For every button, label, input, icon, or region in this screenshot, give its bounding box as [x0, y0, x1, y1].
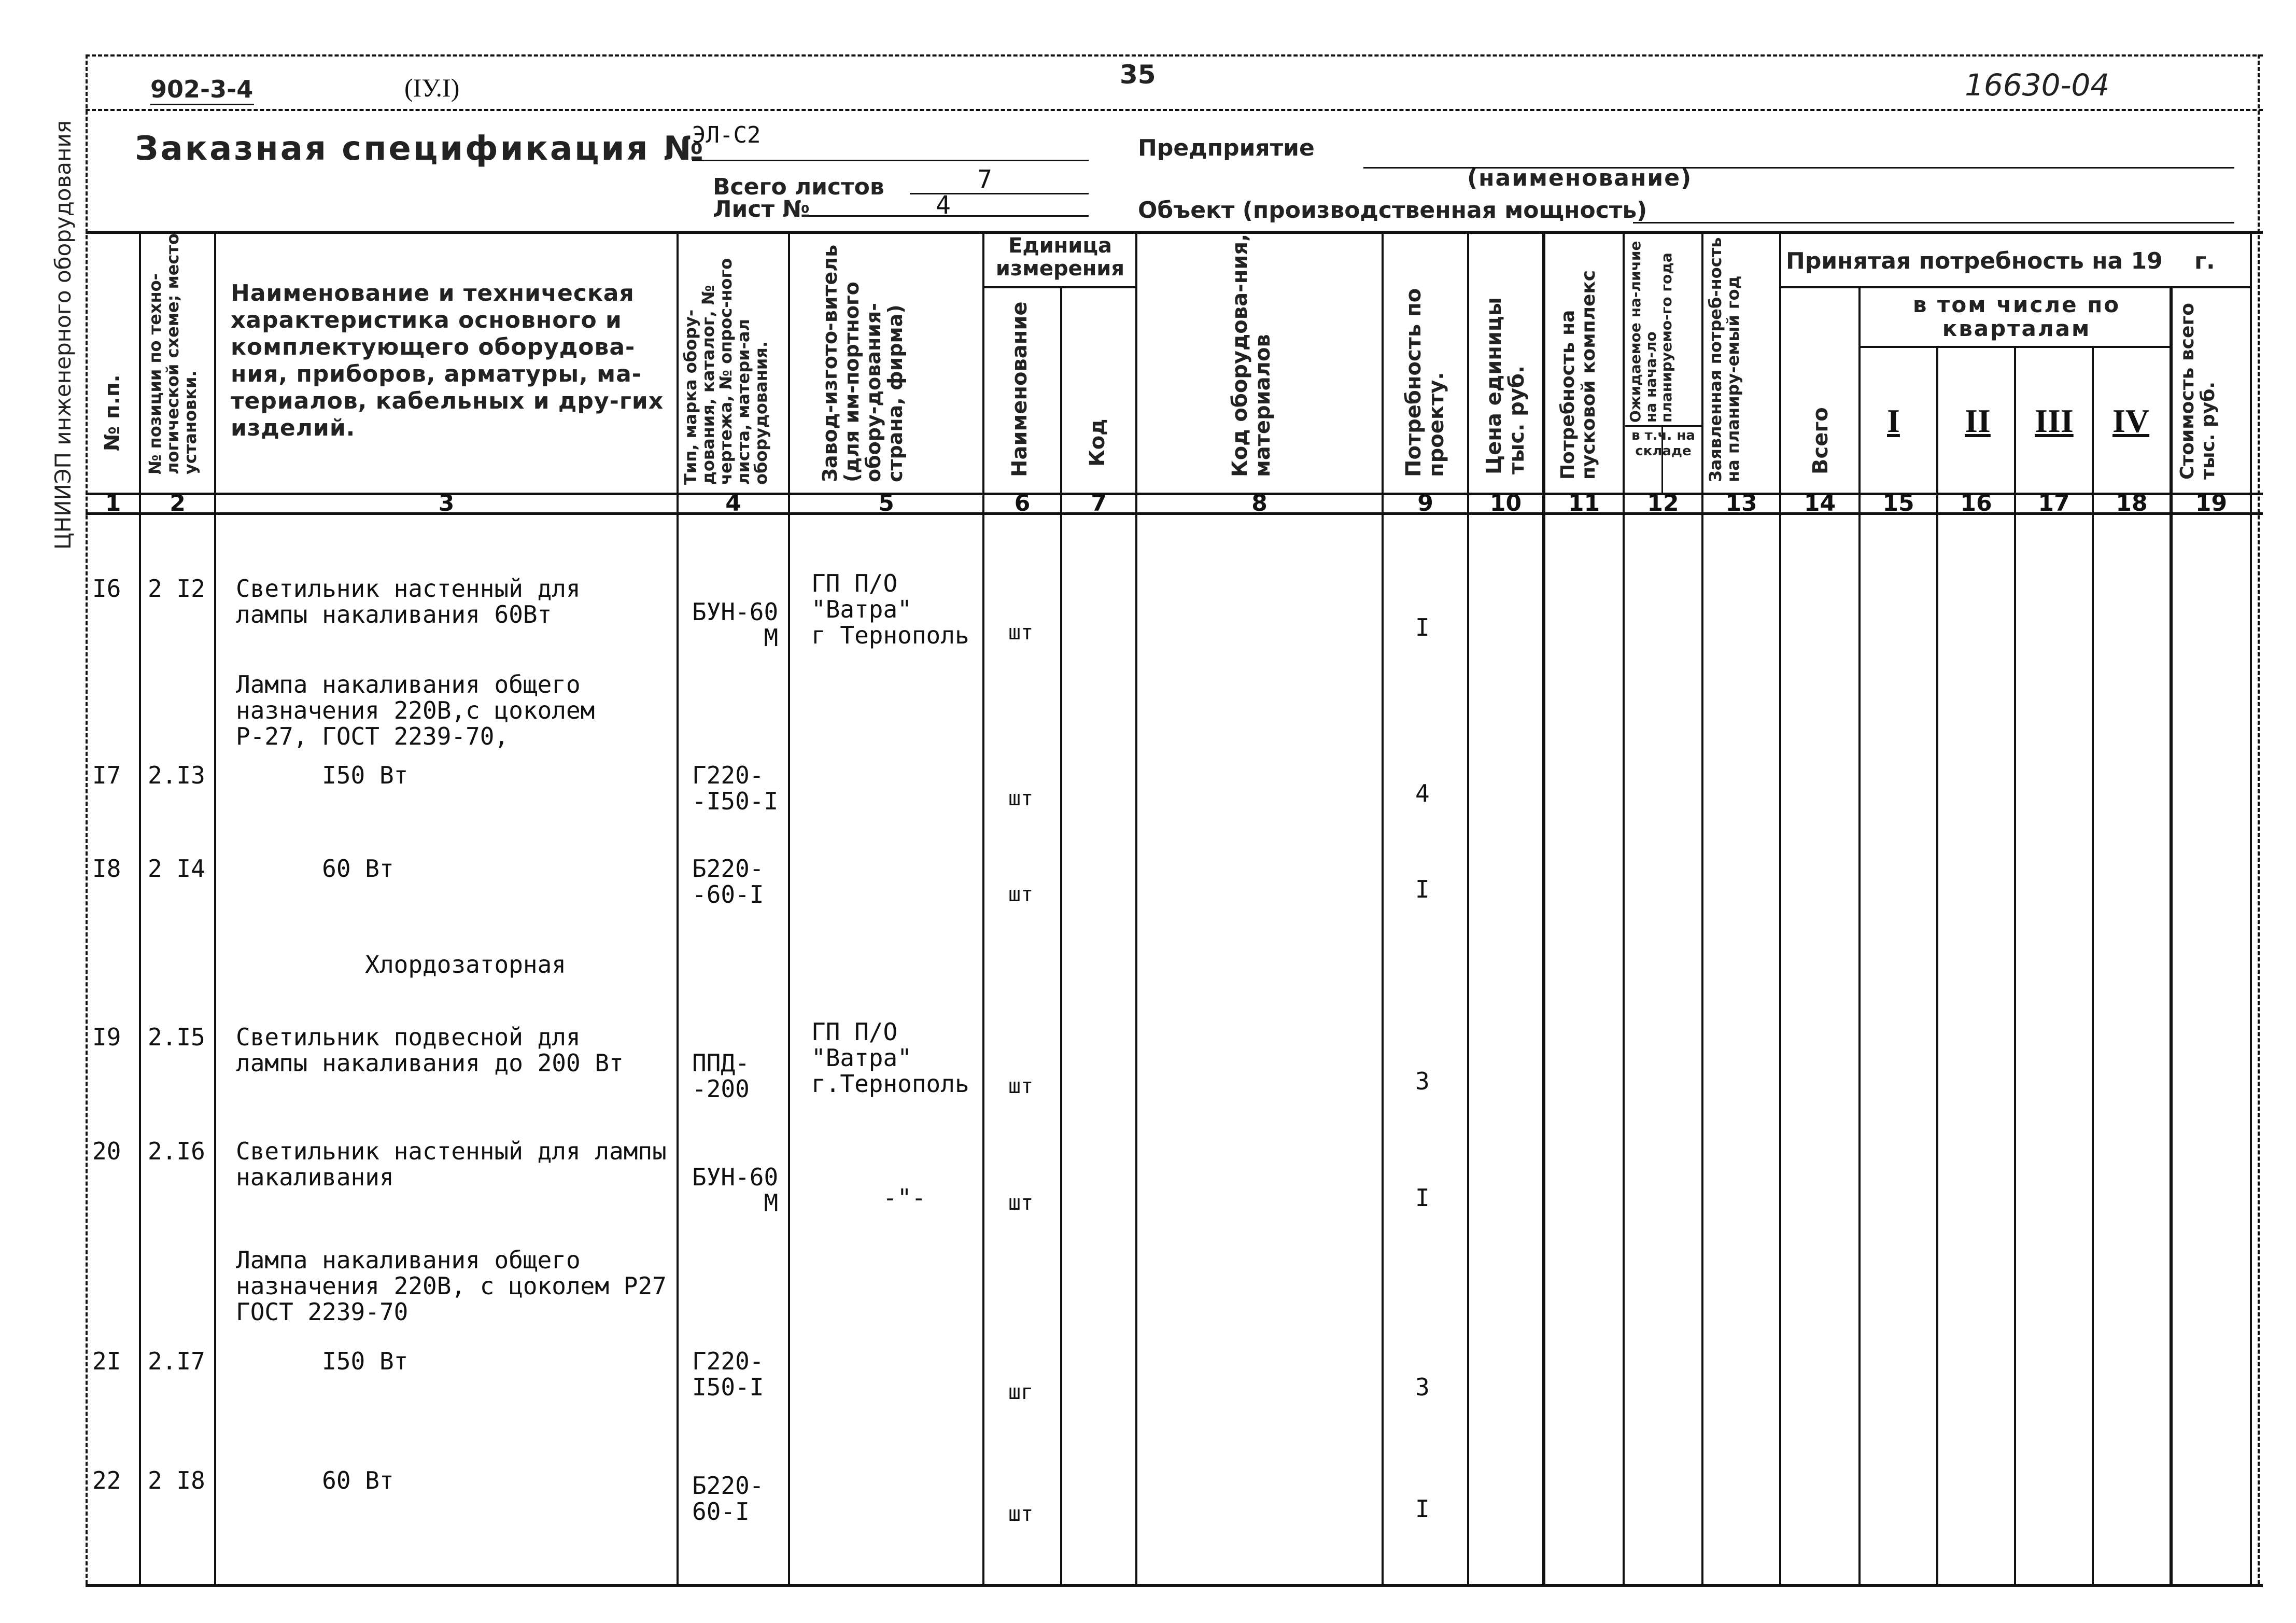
row-number: I9: [92, 1023, 121, 1051]
row-unit: шт: [1008, 883, 1034, 906]
col-2-header: № позиции по техно-логической схеме; место установки.: [145, 233, 200, 474]
row-type: Г220- I50-I: [692, 1347, 764, 1401]
row-position: 2 I4: [148, 855, 205, 883]
col-number: 17: [2038, 490, 2070, 516]
row-position: 2 I2: [148, 575, 205, 603]
col-number: 1: [105, 490, 121, 516]
row-name: Светильник настенный для лампы накаливания 60Вт: [236, 575, 581, 628]
row-name: Светильник подвесной для лампы накаливания до 200 Вт: [236, 1023, 624, 1077]
row-name: Лампа накаливания общего назначения 220В, с цоколем Р27 ГОСТ 2239-70: [236, 1246, 667, 1326]
col-8-header: Код оборудова-ния, материалов: [1228, 233, 1275, 477]
row-unit: шт: [1008, 1191, 1034, 1215]
row-position: 2.I5: [148, 1023, 205, 1051]
row-type: БУН-60 М: [692, 598, 779, 652]
row-number: 2I: [92, 1347, 121, 1375]
row-unit: шг: [1008, 1380, 1034, 1404]
row-number: I6: [92, 575, 121, 603]
col-number: 6: [1014, 490, 1031, 516]
accepted-group-header: Принятая потребность на 19 г.: [1786, 248, 2215, 274]
col-14-header: Всего: [1809, 407, 1833, 474]
row-type: Б220- 60-I: [692, 1472, 764, 1526]
col-number: 14: [1804, 490, 1836, 516]
row-type: ППД- -200: [692, 1049, 750, 1103]
col-12-subheader: в т.ч. на складе: [1631, 428, 1695, 459]
col-5-header: Завод-изгото-витель (для им-портного обору-дования-страна, фирма): [819, 244, 907, 482]
col-number: 7: [1091, 490, 1107, 516]
col-number: 15: [1882, 490, 1914, 516]
col-11-header: Потребность на пусковой комплекс: [1557, 270, 1599, 480]
row-position: 2 I8: [148, 1466, 205, 1494]
row-qty: I: [1415, 875, 1430, 903]
row-maker: -"-: [840, 1184, 926, 1212]
object-label: Объект (производственная мощность): [1138, 197, 1647, 223]
col-3-header: Наименование и техническая характеристика основного и комплектующего оборудова-ния, приборов, арматуры, ма-териалов, кабельных и дру-гих изделий.: [231, 280, 664, 441]
row-qty: 4: [1415, 779, 1430, 807]
col-number: 3: [438, 490, 455, 516]
row-position: 2.I7: [148, 1347, 205, 1375]
col-number: 8: [1251, 490, 1267, 516]
col-number: 16: [1960, 490, 1992, 516]
total-sheets-label: Всего листов: [713, 174, 884, 200]
row-name: Лампа накаливания общего назначения 220В,с цоколем Р-27, ГОСТ 2239-70,: [236, 670, 595, 750]
unit-group-header: Единица измерения: [995, 234, 1125, 281]
q4-header: IV: [2112, 402, 2150, 439]
col-number: 18: [2116, 490, 2148, 516]
row-name: I50 Вт: [236, 1347, 409, 1375]
row-qty: I: [1415, 1184, 1430, 1212]
col-6-header: Наименование: [1008, 301, 1032, 477]
row-position: 2.I6: [148, 1137, 205, 1165]
enterprise-label: Предприятие: [1138, 135, 1315, 161]
total-sheets-value: 7: [977, 165, 992, 194]
col-7-header: Код: [1086, 418, 1109, 467]
row-qty: I: [1415, 613, 1430, 641]
col-13-header: Заявленная потреб-ность на планиру-емый год: [1706, 237, 1743, 482]
col-1-header: № п.п.: [101, 374, 124, 451]
row-type: Б220- -60-I: [692, 855, 764, 908]
col-number: 13: [1725, 490, 1757, 516]
row-unit: шт: [1008, 1074, 1034, 1098]
col-4-header: Тип, марка обору-дования, каталог, № чертежа, № опрос-ного листа, матери-ал оборудования.: [681, 258, 771, 485]
col-19-header: Стоимость всего тыс. руб.: [2177, 303, 2219, 480]
col-number: 11: [1568, 490, 1600, 516]
row-qty: 3: [1415, 1373, 1430, 1401]
row-maker: ГП П/О "Ватра" г.Тернополь: [811, 1018, 969, 1098]
q2-header: II: [1965, 402, 1991, 439]
section-heading: Хлордозаторная: [236, 950, 566, 978]
row-name: 60 Вт: [236, 1466, 394, 1494]
doc-code: 902-3-4: [150, 75, 253, 103]
album-label: (IУ.I): [404, 73, 460, 102]
row-type: Г220- -I50-I: [692, 761, 779, 815]
row-type: БУН-60 М: [692, 1163, 779, 1217]
row-name: I50 Вт: [236, 761, 409, 789]
row-number: I8: [92, 855, 121, 883]
col-number: 2: [170, 490, 186, 516]
spec-number: ЭЛ-С2: [692, 122, 761, 148]
row-name: Светильник настенный для лампы накаливания: [236, 1137, 667, 1191]
row-unit: шт: [1008, 1502, 1034, 1526]
col-12-header: Ожидаемое на-личие на нача-ло планируемо-го года: [1627, 241, 1675, 423]
sheet-number-value: 4: [936, 191, 951, 220]
col-number: 5: [878, 490, 894, 516]
col-number: 12: [1647, 490, 1679, 516]
q1-header: I: [1887, 402, 1900, 439]
row-qty: 3: [1415, 1067, 1430, 1095]
spec-title: Заказная спецификация №: [135, 130, 706, 168]
q3-header: III: [2035, 402, 2074, 439]
row-position: 2.I3: [148, 761, 205, 789]
col-number: 4: [725, 490, 741, 516]
sidebar-organization: ЦНИИЭП инженерного оборудования: [50, 120, 76, 550]
col-number: 9: [1417, 490, 1433, 516]
row-unit: шт: [1008, 621, 1034, 645]
row-maker: ГП П/О "Ватра" г Тернополь: [811, 569, 969, 649]
col-number: 10: [1489, 490, 1522, 516]
row-number: I7: [92, 761, 121, 789]
sheet-label: Лист №: [713, 196, 810, 222]
naming-label: (наименование): [1467, 165, 1693, 191]
page-number: 35: [1120, 60, 1156, 90]
row-number: 22: [92, 1466, 121, 1494]
archive-number: 16630-04: [1965, 67, 2110, 103]
col-number: 19: [2195, 490, 2228, 516]
row-unit: шт: [1008, 787, 1034, 810]
row-name: 60 Вт: [236, 855, 394, 883]
quarter-group-header: в том числе по кварталам: [1912, 292, 2121, 341]
row-number: 20: [92, 1137, 121, 1165]
row-qty: I: [1415, 1495, 1430, 1523]
col-9-header: Потребность по проекту.: [1402, 288, 1448, 477]
col-10-header: Цена единицы тыс. руб.: [1482, 297, 1529, 474]
